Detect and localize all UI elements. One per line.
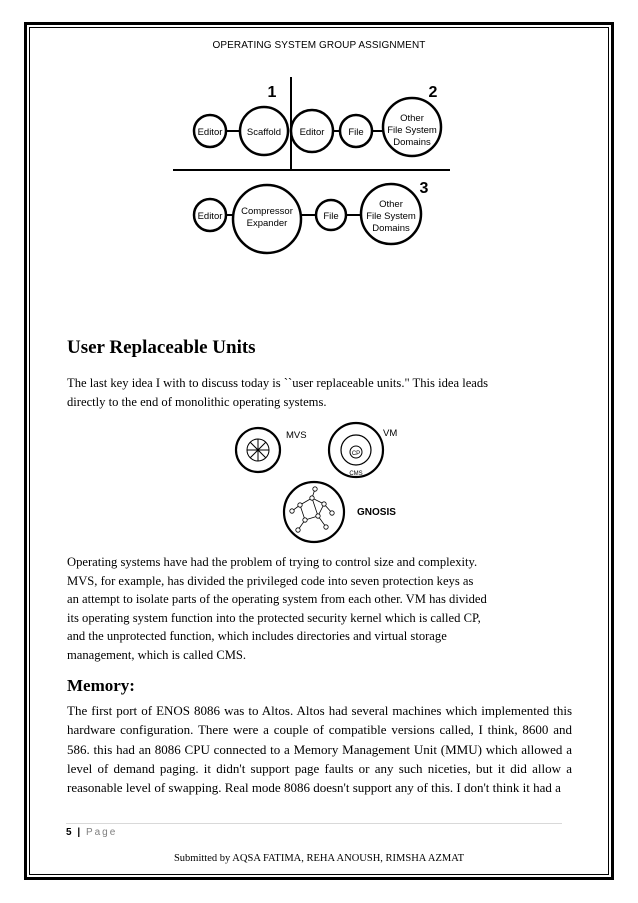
scaffold-label: Scaffold [246,127,282,138]
page-number-value: 5 [66,827,72,838]
other-fs-label-3-line2: File System [366,211,416,222]
page-number-separator: | [77,827,81,838]
editor-label-2: Editor [299,127,325,138]
heading-memory: Memory: [67,676,135,695]
compressor-label-line1: Compressor [241,206,293,217]
footer-divider [66,823,562,824]
paragraph-memory: The first port of ENOS 8086 was to Altos. Altos had several machines which implemented this hardware configuration. There were a couple of compatible versions called, I think, 8600 and 586. this had an 8086 CPU connected to a Memory Management Unit (MMU) which allowed a level of demand paging. it didn't support page faults or any such niceties, but it did allow a reasonable level of swapping. Real mode 8086 doesn't support any of this. I don't think it had a [67,703,572,796]
editor-label-1: Editor [197,127,223,138]
file-label-2: File [348,127,364,138]
other-fs-label-2-line1: Other [400,113,424,124]
other-fs-label-3-line1: Other [379,199,403,210]
gnosis-label: GNOSIS [357,507,396,518]
vm-middle-circle [341,435,371,465]
vm-circle [329,423,383,477]
section-number-3: 3 [419,180,429,197]
page-number [66,827,117,838]
section-number-2: 2 [428,84,438,101]
other-fs-label-2-line2: File System [387,125,437,136]
editor-label-3: Editor [197,211,223,222]
vm-label: VM [383,428,398,439]
file-label-3: File [323,211,339,222]
mvs-label: MVS [286,430,307,441]
paragraph-os-complexity: Operating systems have had the problem of trying to control size and complexity. MVS, for example, has divided the privileged code into seven protection keys as an attempt to isolate parts of the operating system from each other. VM has divided its operating system function into the protected security kernel which is called CP, and the unprotected function, which includes directories and virtual storage management, which is called CMS. [67,555,487,662]
page-word: Page [85,827,118,838]
compressor-label-line2: Expander [246,218,288,229]
other-fs-label-2-line3: Domains [393,137,431,148]
cp-label: CP [351,451,361,457]
other-fs-label-3-line3: Domains [372,223,410,234]
heading-user-replaceable-units: User Replaceable Units [67,337,256,358]
submitted-by: Submitted by AQSA FATIMA, REHA ANOUSH, RIMSHA AZMAT [173,853,465,864]
cms-label: CMS [349,471,363,477]
paragraph-user-replaceable-units: The last key idea I with to discuss today is ``user replaceable units." This idea leads directly to the end of monolithic operating systems. [67,376,489,409]
page-header: OPERATING SYSTEM GROUP ASSIGNMENT [212,40,426,51]
section-number-1: 1 [267,84,277,101]
